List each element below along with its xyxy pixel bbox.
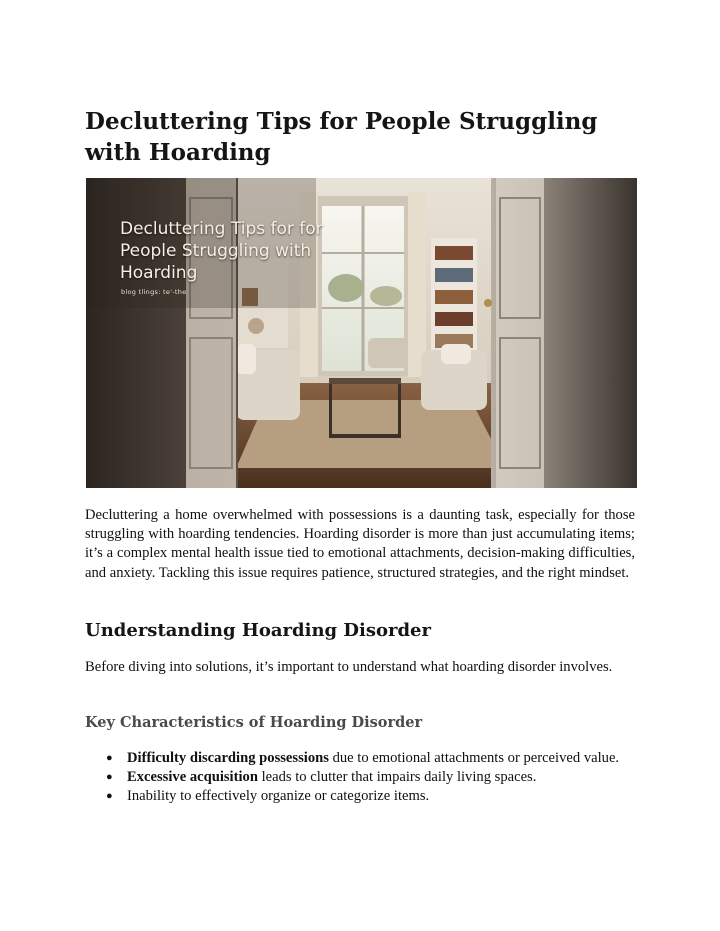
- understanding-paragraph: Before diving into solutions, it’s important to understand what hoarding disorder involves.: [85, 659, 613, 675]
- section-heading-understanding: Understanding Hoarding Disorder: [85, 620, 431, 641]
- list-item: [85, 768, 635, 787]
- bullet-icon: ●: [106, 752, 113, 764]
- section-heading-characteristics: Key Characteristics of Hoarding Disorder: [85, 714, 423, 731]
- list-item-text: leads to clutter that impairs daily living spaces.: [257, 769, 537, 786]
- bullet-icon: ●: [106, 771, 113, 784]
- list-item: [85, 787, 635, 806]
- page-title: Decluttering Tips for People Struggling with Hoarding: [85, 108, 598, 166]
- bullet-icon: ●: [106, 790, 113, 803]
- list-item-bold: Difficulty discarding possessions: [127, 750, 329, 766]
- list-item-bold: Excessive acquisition: [127, 769, 258, 786]
- intro-paragraph: Decluttering a home overwhelmed with possessions is a daunting task, especially for those struggling with hoarding tendencies. Hoarding disorder is more than just accumulating items; it’s a complex mental health issue tied to emotional attachments, decision-making difficulties, and anxiety. Tackling this issue requires patience, structured strategies, and the right mindset.: [85, 507, 635, 581]
- list-item: [85, 749, 635, 768]
- characteristics-list: [85, 749, 635, 807]
- hero-image: [86, 178, 637, 488]
- hero-overlay-subtitle: blog tlings: te'-the: [121, 288, 187, 296]
- list-item-text: due to emotional attachments or perceived value.: [328, 750, 620, 766]
- hero-overlay-title: Decluttering Tips for for People Struggling with Hoarding: [120, 219, 323, 283]
- list-item-text: Inability to effectively organize or categorize items.: [127, 788, 430, 805]
